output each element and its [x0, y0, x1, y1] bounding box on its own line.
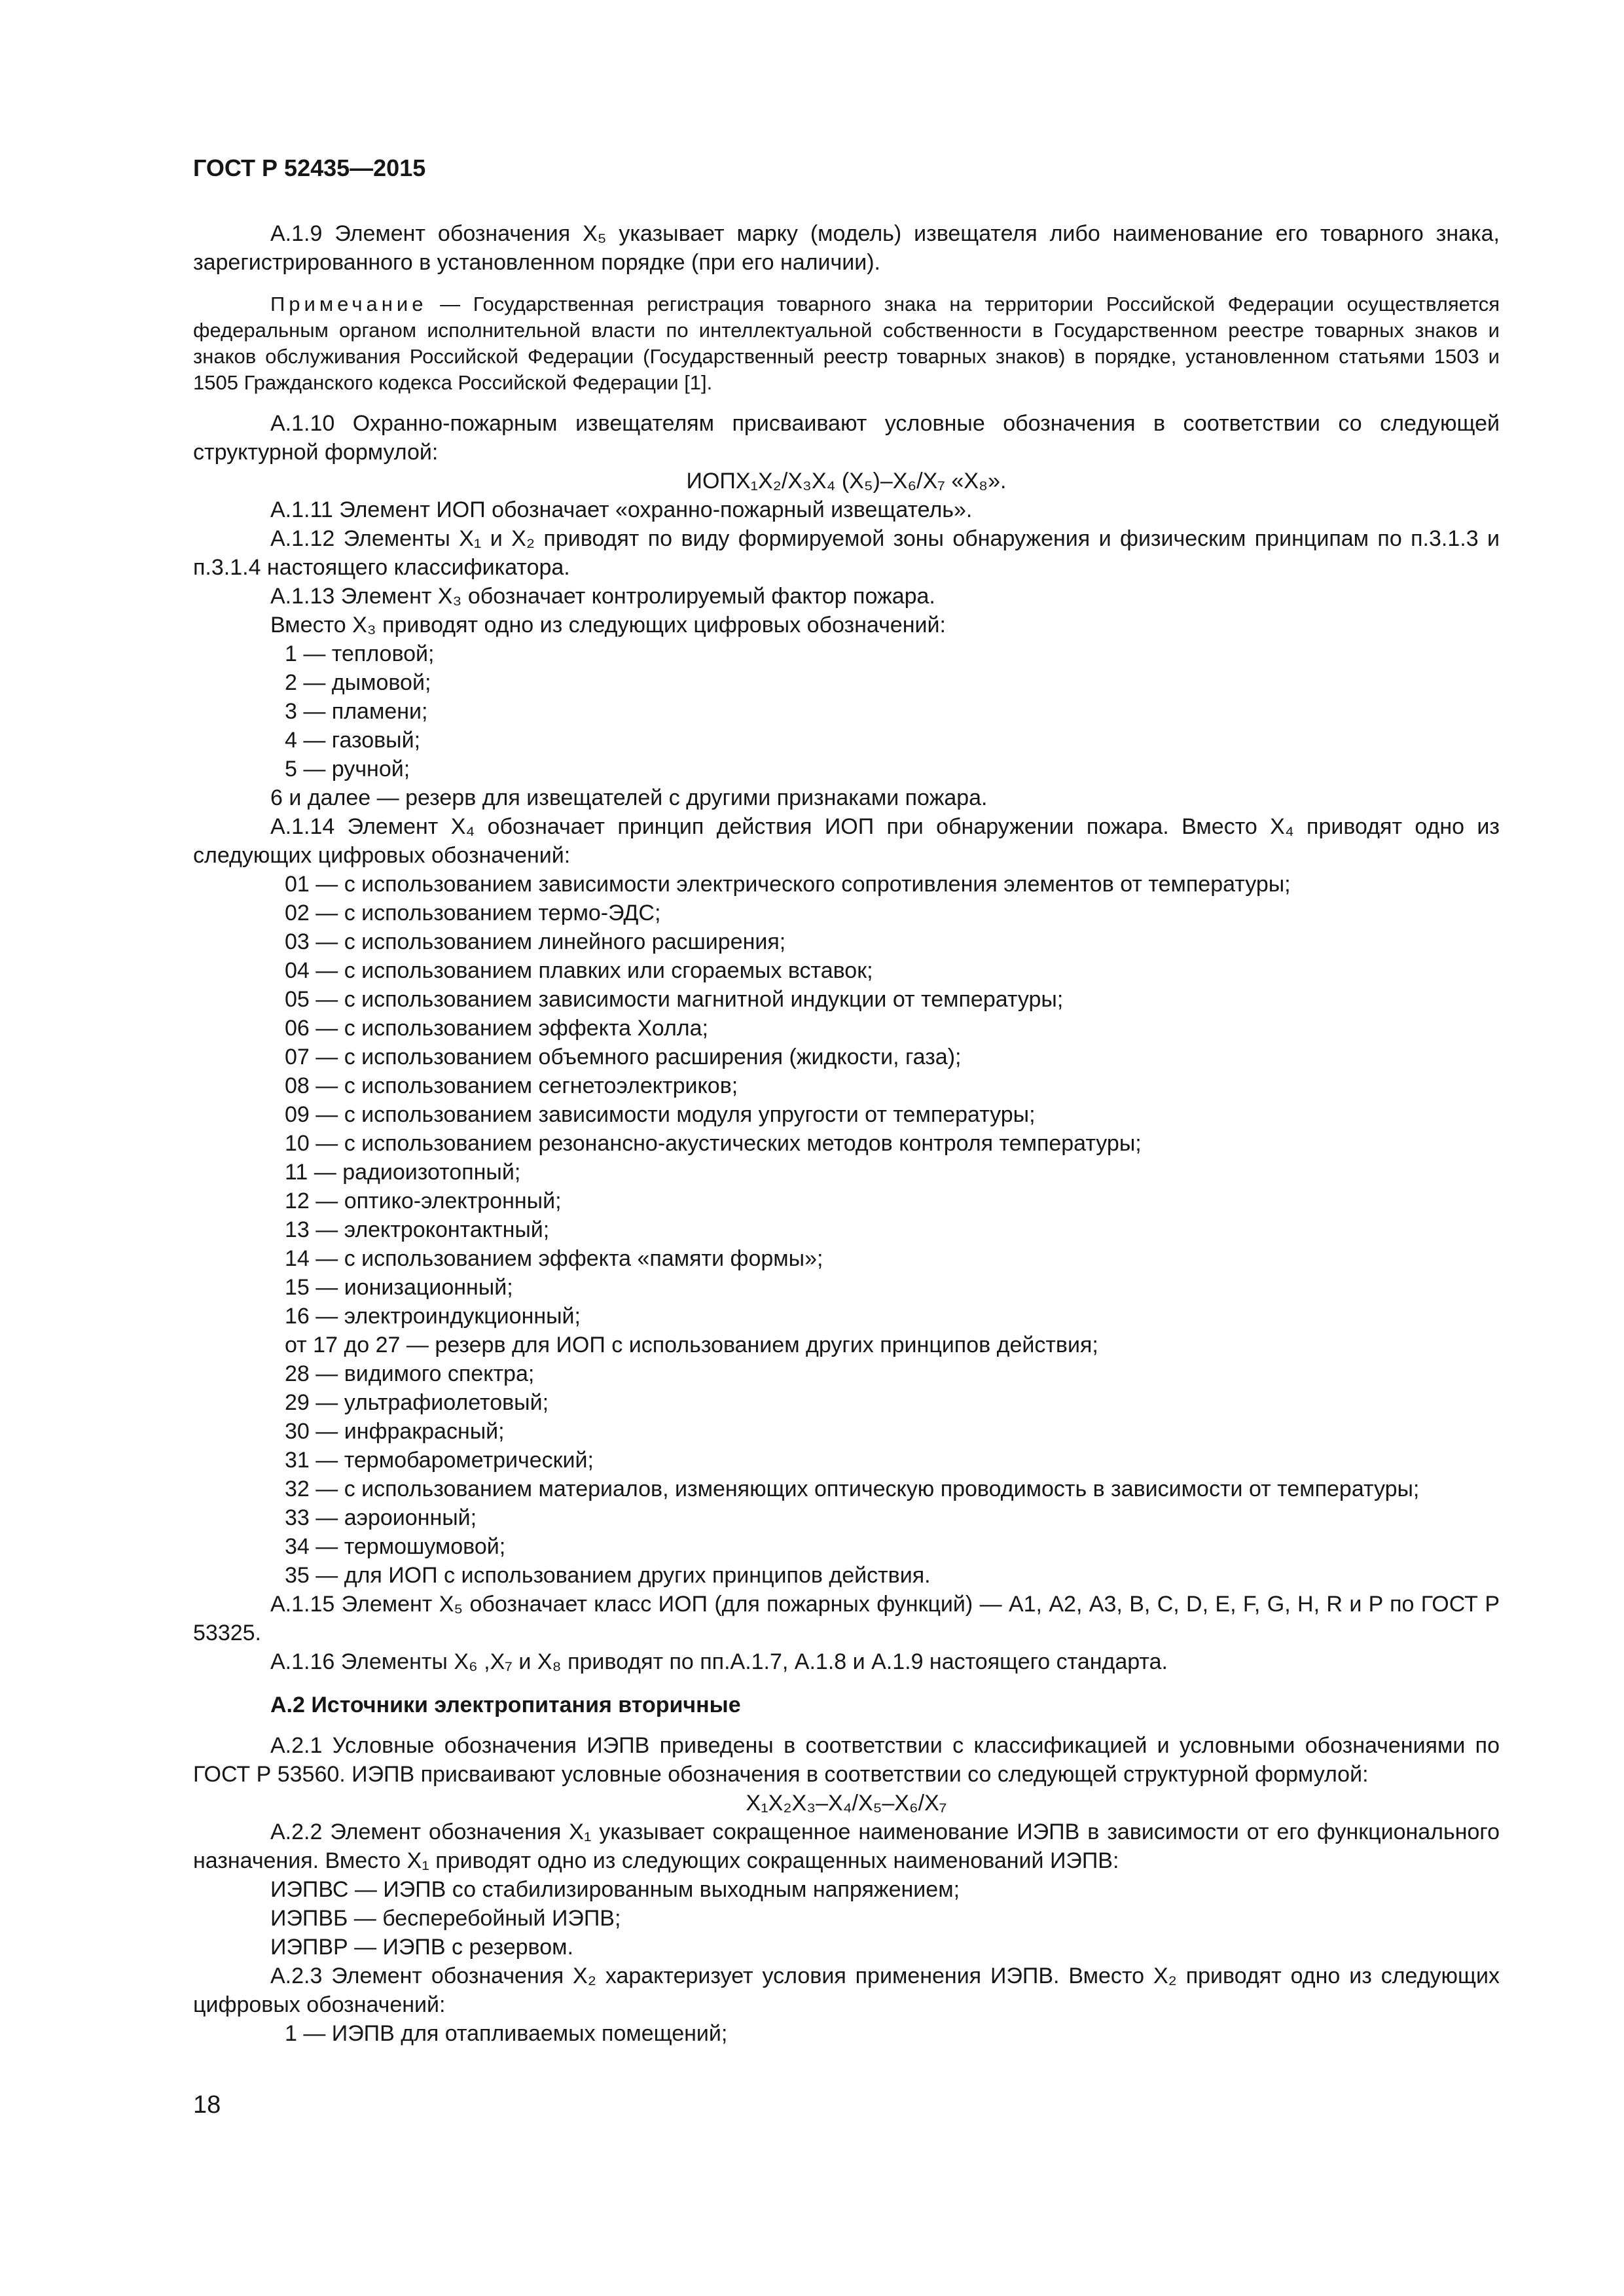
iepv-name-list	[193, 1875, 1500, 1962]
note-text: — Государственная регистрация товарного знака на территории Российской Федерации осуществляется федеральным органом исполнительной власти по интеллектуальной собственности в Государственном реестре товарных знаков и знаков обслуживания Российской Федерации (Государственный реестр товарных знаков) в порядке, установленном статьями 1503 и 1505 Гражданского кодекса Российской Федерации [1].	[193, 293, 1500, 394]
list-item: 03 — с использованием линейного расширения;	[285, 929, 786, 954]
fire-factor-list	[193, 639, 1500, 783]
page-body	[193, 219, 1500, 2048]
paragraph-a1-15: А.1.15 Элемент Х₅ обозначает класс ИОП (для пожарных функций) — А1, А2, А3, В, С, D, E, F, G, H, R и P по ГОСТ Р 53325.	[193, 1592, 1500, 1645]
list-item: 11 — радиоизотопный;	[285, 1160, 521, 1185]
formula-iop: ИОПХ₁Х₂/Х₃Х₄ (Х₅)–Х₆/Х₇ «Х₈».	[686, 469, 1007, 493]
condition-list	[193, 2019, 1500, 2048]
list-item: 05 — с использованием зависимости магнитной индукции от температуры;	[285, 987, 1064, 1012]
paragraph-a1-13: А.1.13 Элемент Х₃ обозначает контролируемый фактор пожара.	[270, 584, 935, 609]
list-item: 30 — инфракрасный;	[285, 1419, 505, 1444]
list-item: 1 — ИЭПВ для отапливаемых помещений;	[285, 2021, 728, 2046]
list-item: 13 — электроконтактный;	[285, 1217, 550, 1242]
paragraph-a1-9: А.1.9 Элемент обозначения Х₅ указывает марку (модель) извещателя либо наименование его товарного знака, зарегистрированного в установленном порядке (при его наличии).	[193, 221, 1500, 275]
paragraph-a1-13-reserve: 6 и далее — резерв для извещателей с другими признаками пожара.	[270, 785, 988, 810]
note-paragraph	[193, 291, 1500, 396]
list-item: 02 — с использованием термо-ЭДС;	[285, 901, 661, 925]
list-item: 34 — термошумовой;	[285, 1534, 506, 1559]
list-item: 10 — с использованием резонансно-акустических методов контроля температуры;	[285, 1131, 1142, 1156]
list-item: 2 — дымовой;	[285, 670, 431, 695]
note-label: Примечание	[270, 293, 427, 315]
list-item: 33 — аэроионный;	[285, 1505, 477, 1530]
list-item: 28 — видимого спектра;	[285, 1361, 535, 1386]
list-item: 14 — с использованием эффекта «памяти формы»;	[285, 1246, 823, 1271]
list-item: 01 — с использованием зависимости электрического сопротивления элементов от температуры;	[285, 872, 1291, 897]
principle-list	[193, 870, 1500, 1590]
paragraph-a2-1: А.2.1 Условные обозначения ИЭПВ приведены в соответствии с классификацией и условными обозначениями по ГОСТ Р 53560. ИЭПВ присваивают условные обозначения в соответствии со следующей структурной формулой:	[193, 1733, 1500, 1787]
page-number: 18	[193, 2091, 221, 2119]
list-item: от 17 до 27 — резерв для ИОП с использованием других принципов действия;	[285, 1333, 1098, 1357]
paragraph-a1-11: А.1.11 Элемент ИОП обозначает «охранно-пожарный извещатель».	[270, 497, 973, 522]
paragraph-a2-3: А.2.3 Элемент обозначения Х₂ характеризует условия применения ИЭПВ. Вместо Х₂ приводят одно из следующих цифровых обозначений:	[193, 1964, 1500, 2017]
list-item: 35 — для ИОП с использованием других принципов действия.	[285, 1563, 931, 1588]
document-header-code: ГОСТ Р 52435—2015	[193, 154, 426, 181]
list-item: 32 — с использованием материалов, изменяющих оптическую проводимость в зависимости от температуры;	[285, 1477, 1420, 1501]
list-item: 31 — термобарометрический;	[285, 1448, 594, 1473]
paragraph-a1-13-intro: Вместо Х₃ приводят одно из следующих цифровых обозначений:	[270, 613, 946, 637]
list-item: 06 — с использованием эффекта Холла;	[285, 1016, 708, 1041]
paragraph-a1-14: А.1.14 Элемент Х₄ обозначает принцип действия ИОП при обнаружении пожара. Вместо Х₄ приводят одно из следующих цифровых обозначений:	[193, 814, 1500, 868]
list-item: 16 — электроиндукционный;	[285, 1304, 581, 1329]
paragraph-a1-10: А.1.10 Охранно-пожарным извещателям присваивают условные обозначения в соответствии со следующей структурной формулой:	[193, 411, 1500, 465]
list-item: 08 — с использованием сегнетоэлектриков;	[285, 1073, 738, 1098]
list-item: 29 — ультрафиолетовый;	[285, 1390, 549, 1415]
formula-iepv: Х₁Х₂Х₃–Х₄/Х₅–Х₆/Х₇	[746, 1791, 947, 1816]
list-item: ИЭПВС — ИЭПВ со стабилизированным выходным напряжением;	[270, 1877, 960, 1902]
list-item: 1 — тепловой;	[285, 641, 435, 666]
list-item: 5 — ручной;	[285, 757, 410, 781]
paragraph-a1-12: А.1.12 Элементы Х₁ и Х₂ приводят по виду формируемой зоны обнаружения и физическим принципам по п.3.1.3 и п.3.1.4 настоящего классификатора.	[193, 526, 1500, 580]
list-item: 3 — пламени;	[285, 699, 428, 724]
list-item: ИЭПВБ — бесперебойный ИЭПВ;	[270, 1906, 621, 1931]
list-item: 04 — с использованием плавких или сгораемых вставок;	[285, 958, 873, 983]
list-item: 4 — газовый;	[285, 728, 421, 753]
list-item: ИЭПВР — ИЭПВ с резервом.	[270, 1935, 573, 1960]
paragraph-a2-2: А.2.2 Элемент обозначения Х₁ указывает сокращенное наименование ИЭПВ в зависимости от его функционального назначения. Вместо Х₁ приводят одно из следующих сокращенных наименований ИЭПВ:	[193, 1820, 1500, 1873]
list-item: 07 — с использованием объемного расширения (жидкости, газа);	[285, 1045, 962, 1069]
list-item: 12 — оптико-электронный;	[285, 1189, 562, 1213]
list-item: 09 — с использованием зависимости модуля упругости от температуры;	[285, 1102, 1036, 1127]
paragraph-a1-16: А.1.16 Элементы Х₆ ,Х₇ и Х₈ приводят по пп.А.1.7, А.1.8 и А.1.9 настоящего стандарта.	[270, 1649, 1168, 1674]
list-item: 15 — ионизационный;	[285, 1275, 513, 1300]
section-heading-a2: А.2 Источники электропитания вторичные	[270, 1693, 741, 1717]
